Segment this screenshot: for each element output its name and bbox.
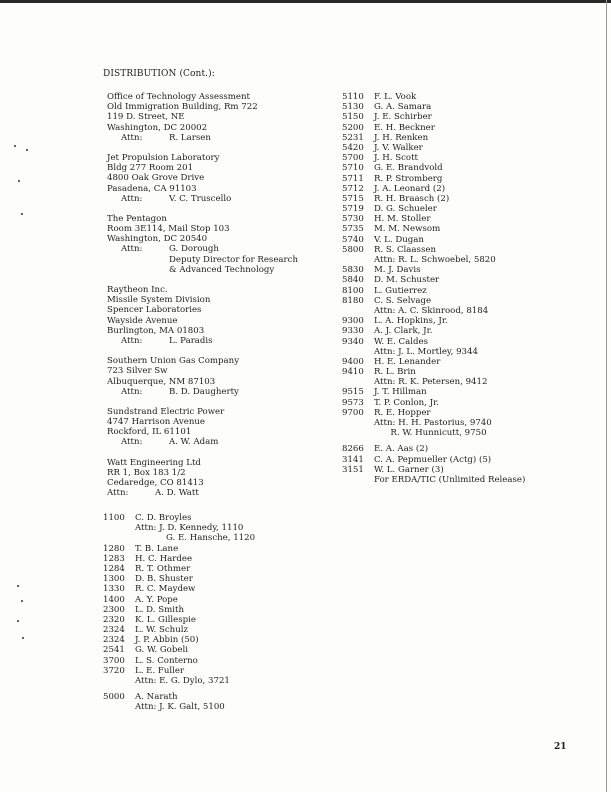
recipient-name: J. P. Abbin (50) bbox=[135, 635, 199, 646]
scan-speck bbox=[14, 145, 16, 147]
distribution-entry bbox=[342, 245, 525, 255]
org-code: 5735 bbox=[342, 224, 364, 235]
left-code-list bbox=[103, 513, 255, 713]
recipient-name: Attn: H. H. Pastorius, 9740 bbox=[374, 418, 492, 428]
distribution-entry bbox=[103, 615, 255, 625]
distribution-entry bbox=[103, 523, 255, 533]
org-code: 2324 bbox=[103, 635, 125, 646]
distribution-entry bbox=[342, 133, 525, 143]
org-code: 1100 bbox=[103, 513, 125, 523]
org-code: 9330 bbox=[342, 326, 364, 337]
org-code: 9340 bbox=[342, 336, 364, 347]
recipient-name: W. L. Garner (3) bbox=[374, 464, 444, 475]
recipient-name: E. H. Beckner bbox=[374, 122, 435, 133]
address-line bbox=[107, 133, 298, 143]
distribution-entry bbox=[342, 367, 525, 377]
distribution-entry bbox=[342, 265, 525, 275]
recipient-name: For ERDA/TIC (Unlimited Release) bbox=[374, 474, 526, 485]
recipient-name: L. A. Hopkins, Jr. bbox=[374, 316, 448, 327]
attn-title: & Advanced Technology bbox=[169, 264, 275, 275]
attn-entry: Attn: E. G. Dylo, 3721 bbox=[135, 676, 230, 686]
block-gap bbox=[107, 448, 298, 458]
attn-label: Attn: bbox=[107, 488, 129, 499]
distribution-heading: DISTRIBUTION (Cont.): bbox=[103, 69, 215, 79]
attn-label: Attn: bbox=[121, 132, 143, 143]
block-gap bbox=[107, 346, 298, 356]
recipient-name: L. Gutierrez bbox=[374, 285, 427, 296]
distribution-entry bbox=[342, 286, 525, 296]
org-code: 5840 bbox=[342, 275, 364, 286]
distribution-entry bbox=[103, 554, 255, 564]
recipient-name: A. Y. Pope bbox=[135, 594, 178, 605]
attn-name: G. Dorough bbox=[169, 244, 219, 255]
address-line: Sundstrand Electric Power bbox=[107, 406, 225, 417]
recipient-name: J. H. Renken bbox=[374, 132, 429, 143]
org-code: 2541 bbox=[103, 645, 125, 656]
org-code: 3151 bbox=[342, 464, 364, 475]
distribution-entry bbox=[342, 123, 525, 133]
address-line: 4747 Harrison Avenue bbox=[107, 417, 205, 428]
recipient-name: J. V. Walker bbox=[374, 142, 423, 153]
recipient-name: M. M. Newsom bbox=[374, 224, 441, 235]
distribution-entry bbox=[103, 533, 255, 543]
distribution-entry bbox=[342, 306, 525, 316]
distribution-entry bbox=[103, 595, 255, 605]
recipient-name: A. Narath bbox=[135, 692, 178, 703]
recipient-name: A. J. Clark, Jr. bbox=[374, 326, 433, 337]
block-gap bbox=[107, 275, 298, 285]
recipient-name: L. W. Schulz bbox=[135, 625, 189, 636]
distribution-entry bbox=[342, 455, 525, 465]
attn-name: L. Paradis bbox=[169, 335, 213, 346]
address-line bbox=[107, 437, 298, 447]
recipient-name: R. H. Braasch (2) bbox=[374, 193, 450, 204]
recipient-name: R. C. Maydew bbox=[135, 584, 196, 595]
distribution-entry bbox=[103, 692, 255, 702]
recipient-name: D. B. Shuster bbox=[135, 574, 193, 585]
address-line: Jet Propulsion Laboratory bbox=[107, 152, 220, 163]
org-code: 5715 bbox=[342, 193, 364, 204]
recipient-name: V. L. Dugan bbox=[374, 234, 424, 245]
distribution-entry bbox=[342, 102, 525, 112]
org-code: 5000 bbox=[103, 692, 125, 703]
block-gap bbox=[107, 397, 298, 407]
distribution-entry bbox=[342, 465, 525, 475]
org-code: 9400 bbox=[342, 356, 364, 367]
scan-speck bbox=[21, 213, 23, 215]
recipient-name: R. S. Claassen bbox=[374, 244, 436, 255]
address-line bbox=[107, 387, 298, 397]
attn-name: V. C. Truscello bbox=[169, 193, 232, 204]
attn-label: Attn: bbox=[121, 437, 143, 448]
address-line bbox=[107, 265, 298, 275]
scan-speck bbox=[18, 180, 20, 182]
distribution-entry bbox=[342, 174, 525, 184]
address-line bbox=[107, 194, 298, 204]
address-line: The Pentagon bbox=[107, 213, 167, 224]
distribution-entry bbox=[342, 316, 525, 326]
org-code: 5231 bbox=[342, 132, 364, 143]
address-line: Missile System Division bbox=[107, 295, 211, 306]
org-code: 5730 bbox=[342, 214, 364, 225]
recipient-name: Attn: R. K. Petersen, 9412 bbox=[374, 377, 488, 388]
distribution-entry bbox=[342, 112, 525, 122]
right-border-rule bbox=[606, 0, 607, 792]
recipient-name: R. T. Othmer bbox=[135, 563, 191, 574]
attn-label: Attn: bbox=[121, 193, 143, 204]
top-border-rule bbox=[0, 0, 611, 3]
recipient-name: D. M. Schuster bbox=[374, 275, 440, 286]
recipient-name: Attn: J. L. Mortley, 9344 bbox=[374, 346, 478, 357]
org-code: 3700 bbox=[103, 655, 125, 666]
attn-entry: G. E. Hansche, 1120 bbox=[166, 533, 256, 544]
distribution-entry bbox=[103, 702, 255, 712]
org-code: 5740 bbox=[342, 234, 364, 245]
recipient-name: W. E. Caldes bbox=[374, 336, 428, 347]
recipient-name: L. D. Smith bbox=[135, 604, 184, 615]
block-gap bbox=[107, 143, 298, 153]
org-code: 5200 bbox=[342, 122, 364, 133]
scan-speck bbox=[17, 620, 19, 622]
attn-name: B. D. Daugherty bbox=[169, 386, 239, 397]
attn-label: Attn: bbox=[121, 335, 143, 346]
recipient-name: T. P. Conlon, Jr. bbox=[374, 397, 439, 408]
org-code: 8266 bbox=[342, 444, 364, 455]
org-code: 5800 bbox=[342, 244, 364, 255]
org-code: 5150 bbox=[342, 112, 364, 123]
address-line: Wayside Avenue bbox=[107, 315, 178, 326]
distribution-entry bbox=[103, 574, 255, 584]
org-code: 9700 bbox=[342, 407, 364, 418]
recipient-name: R. P. Stromberg bbox=[374, 173, 443, 184]
distribution-entry bbox=[342, 143, 525, 153]
distribution-entry bbox=[103, 645, 255, 655]
address-line: Old Immigration Building, Rm 722 bbox=[107, 102, 258, 113]
org-code: 2300 bbox=[103, 604, 125, 615]
org-code: 5711 bbox=[342, 173, 364, 184]
recipient-name: R. E. Hopper bbox=[374, 407, 431, 418]
address-line: Southern Union Gas Company bbox=[107, 356, 240, 367]
org-code: 9515 bbox=[342, 387, 364, 398]
block-gap bbox=[107, 204, 298, 214]
recipient-name: H. M. Stoller bbox=[374, 214, 431, 225]
org-code: 5830 bbox=[342, 265, 364, 276]
scan-speck bbox=[22, 637, 24, 639]
address-line: Room 3E114, Mail Stop 103 bbox=[107, 224, 230, 235]
distribution-entry bbox=[103, 564, 255, 574]
distribution-entry bbox=[342, 444, 525, 454]
org-code: 1280 bbox=[103, 543, 125, 554]
recipient-name: M. J. Davis bbox=[374, 265, 421, 276]
scan-speck bbox=[26, 149, 28, 151]
right-code-list bbox=[342, 92, 525, 485]
address-line bbox=[107, 488, 298, 498]
distribution-entry bbox=[342, 377, 525, 387]
recipient-name: F. L. Vook bbox=[374, 92, 417, 102]
recipient-name: J. T. Hillman bbox=[374, 387, 427, 398]
recipient-name: Attn: R. L. Schwoebel, 5820 bbox=[374, 255, 496, 265]
recipient-name: J. E. Schirber bbox=[374, 112, 432, 123]
recipient-name: L. S. Conterno bbox=[135, 655, 198, 666]
distribution-entry bbox=[103, 635, 255, 645]
org-code: 1400 bbox=[103, 594, 125, 605]
distribution-entry bbox=[342, 235, 525, 245]
recipient-name: J. A. Leonard (2) bbox=[374, 183, 446, 194]
org-code: 9573 bbox=[342, 397, 364, 408]
address-line: Pasadena, CA 91103 bbox=[107, 183, 197, 194]
address-line: 723 Silver Sw bbox=[107, 366, 168, 377]
distribution-entry bbox=[342, 163, 525, 173]
address-line: Cedaredge, CO 81413 bbox=[107, 478, 204, 488]
distribution-entry bbox=[342, 194, 525, 204]
address-line: RR 1, Box 183 1/2 bbox=[107, 467, 186, 478]
org-code: 5420 bbox=[342, 142, 364, 153]
org-code: 1300 bbox=[103, 574, 125, 585]
org-code: 5710 bbox=[342, 163, 364, 174]
recipient-name: Attn: A. C. Skinrood, 8184 bbox=[374, 305, 489, 316]
distribution-entry bbox=[342, 326, 525, 336]
address-line: Spencer Laboratories bbox=[107, 305, 202, 316]
distribution-entry bbox=[103, 513, 255, 523]
recipient-name: G. A. Samara bbox=[374, 102, 432, 113]
distribution-entry bbox=[342, 255, 525, 265]
distribution-entry bbox=[342, 275, 525, 285]
distribution-entry bbox=[103, 544, 255, 554]
distribution-entry bbox=[342, 357, 525, 367]
attn-title: Deputy Director for Research bbox=[169, 254, 298, 265]
org-code: 3720 bbox=[103, 665, 125, 676]
recipient-name: D. G. Schueler bbox=[374, 204, 437, 215]
org-code: 5719 bbox=[342, 204, 364, 215]
address-line: Washington, DC 20002 bbox=[107, 122, 208, 133]
distribution-entry bbox=[342, 387, 525, 397]
distribution-entry bbox=[342, 347, 525, 357]
address-line: Albuquerque, NM 87103 bbox=[107, 376, 216, 387]
distribution-entry bbox=[342, 296, 525, 306]
org-code: 1330 bbox=[103, 584, 125, 595]
distribution-entry bbox=[103, 584, 255, 594]
distribution-entry bbox=[103, 605, 255, 615]
address-line: Watt Engineering Ltd bbox=[107, 457, 201, 468]
attn-name: A. W. Adam bbox=[169, 437, 219, 448]
attn-entry: Attn: J. D. Kennedy, 1110 bbox=[135, 523, 244, 534]
address-line bbox=[107, 244, 298, 254]
distribution-entry bbox=[342, 224, 525, 234]
attn-label: Attn: bbox=[121, 386, 143, 397]
recipient-name: L. E. Fuller bbox=[135, 665, 185, 676]
attn-name: A. D. Watt bbox=[155, 488, 199, 499]
org-code: 3141 bbox=[342, 454, 364, 465]
distribution-entry bbox=[342, 408, 525, 418]
distribution-entry bbox=[342, 398, 525, 408]
recipient-name: K. L. Gillespie bbox=[135, 614, 196, 625]
recipient-name: J. H. Scott bbox=[374, 153, 418, 164]
attn-entry: Attn: J. K. Galt, 5100 bbox=[135, 702, 225, 713]
address-line bbox=[107, 255, 298, 265]
recipient-name: C. A. Pepmueller (Actg) (5) bbox=[374, 454, 492, 465]
attn-name: R. Larsen bbox=[169, 132, 211, 143]
org-code: 8100 bbox=[342, 285, 364, 296]
distribution-entry bbox=[103, 666, 255, 676]
org-code: 9300 bbox=[342, 316, 364, 327]
recipient-name: E. A. Aas (2) bbox=[374, 444, 429, 455]
address-line: Bldg 277 Room 201 bbox=[107, 163, 194, 174]
distribution-entry bbox=[103, 625, 255, 635]
recipient-name: T. B. Lane bbox=[135, 543, 179, 554]
page-number: 21 bbox=[554, 742, 567, 752]
distribution-entry bbox=[342, 204, 525, 214]
org-code: 5700 bbox=[342, 153, 364, 164]
recipient-name: C. D. Broyles bbox=[135, 513, 192, 523]
distribution-entry bbox=[342, 92, 525, 102]
address-line bbox=[107, 336, 298, 346]
address-line: Raytheon Inc. bbox=[107, 285, 168, 295]
recipient-name: C. S. Selvage bbox=[374, 295, 432, 306]
attn-label: Attn: bbox=[121, 244, 143, 255]
distribution-entry bbox=[342, 153, 525, 163]
org-code: 9410 bbox=[342, 367, 364, 378]
recipient-name: H. C. Hardee bbox=[135, 553, 193, 564]
org-code: 5110 bbox=[342, 92, 364, 102]
recipient-name: R. W. Hunnicutt, 9750 bbox=[374, 428, 487, 439]
recipient-name: R. L. Brin bbox=[374, 367, 416, 378]
org-code: 2320 bbox=[103, 614, 125, 625]
distribution-entry bbox=[342, 337, 525, 347]
org-code: 1284 bbox=[103, 563, 125, 574]
address-line: Washington, DC 20540 bbox=[107, 234, 208, 245]
distribution-entry bbox=[342, 475, 525, 485]
scan-speck bbox=[21, 600, 23, 602]
recipient-name: H. E. Lenander bbox=[374, 356, 441, 367]
scan-speck bbox=[17, 585, 19, 587]
org-code: 5130 bbox=[342, 102, 364, 113]
distribution-entry bbox=[342, 418, 525, 428]
address-line: Rockford, IL 61101 bbox=[107, 427, 192, 438]
org-code: 5712 bbox=[342, 183, 364, 194]
recipient-name: G. E. Brandvold bbox=[374, 163, 443, 174]
address-line: Burlington, MA 01803 bbox=[107, 325, 205, 336]
distribution-entry bbox=[342, 184, 525, 194]
address-line: 119 D. Street, NE bbox=[107, 112, 185, 123]
address-list bbox=[107, 92, 298, 498]
address-line: Office of Technology Assessment bbox=[107, 92, 250, 102]
distribution-entry bbox=[342, 214, 525, 224]
org-code: 1283 bbox=[103, 553, 125, 564]
address-line: 4800 Oak Grove Drive bbox=[107, 173, 205, 184]
org-code: 2324 bbox=[103, 625, 125, 636]
distribution-entry bbox=[103, 676, 255, 686]
recipient-name: G. W. Gobeli bbox=[135, 645, 188, 656]
distribution-entry bbox=[103, 656, 255, 666]
org-code: 8180 bbox=[342, 295, 364, 306]
distribution-entry bbox=[342, 428, 525, 438]
